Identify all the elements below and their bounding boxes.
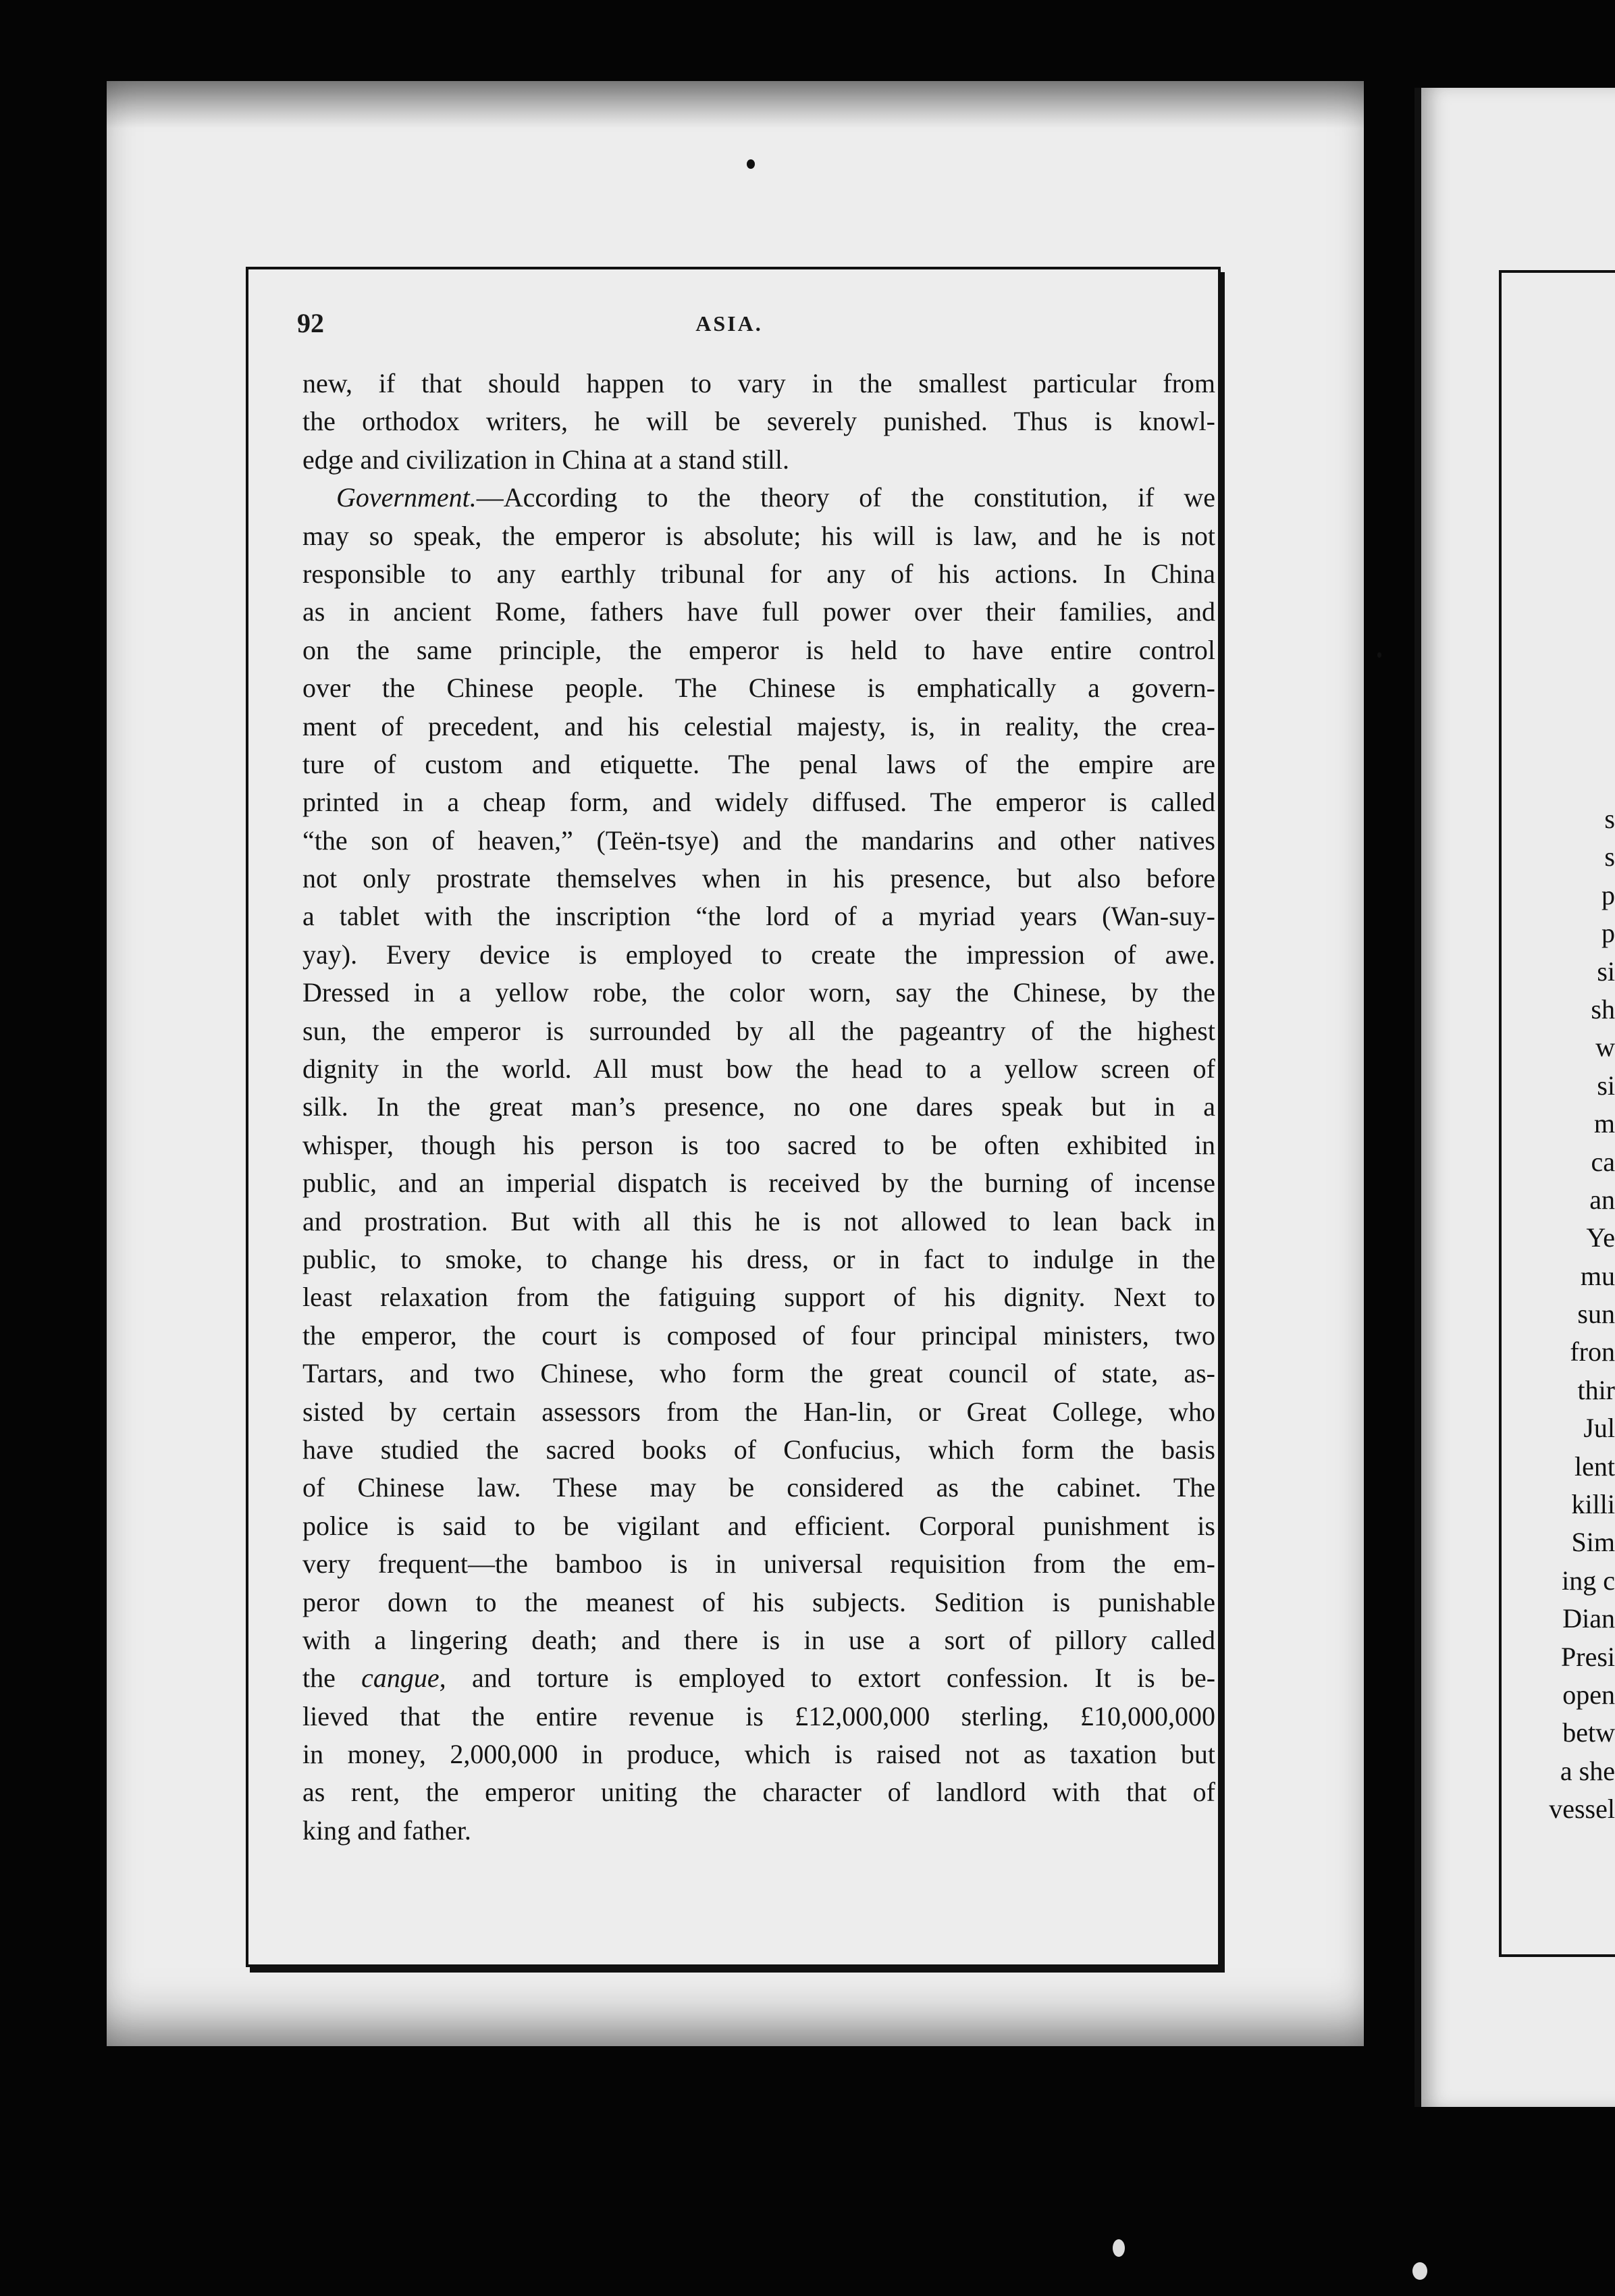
text-line: silk. In the great man’s presence, no one dares speak but in a [302, 1091, 1215, 1122]
text-line-remainder: —According to the theory of the constitution, if we [476, 482, 1215, 513]
right-fragment: si [1597, 956, 1615, 987]
text-line: the emperor, the court is composed of four principal ministers, two [302, 1320, 1215, 1351]
text-line: responsible to any earthly tribunal for any of his actions. In China [302, 558, 1215, 589]
text-line: with a lingering death; and there is in use a sort of pillory called [302, 1624, 1215, 1655]
text-line: yay). Every device is employed to create the impression of awe. [302, 939, 1215, 970]
cangue-term: cangue, [361, 1663, 446, 1694]
right-fragment: ing c [1562, 1565, 1615, 1596]
text-line: the orthodox writers, he will be severely punished. Thus is knowl- [302, 406, 1215, 437]
right-fragment: ca [1591, 1146, 1615, 1177]
text-line: “the son of heaven,” (Teën-tsye) and the mandarins and other natives [302, 825, 1215, 856]
text-line: lieved that the entire revenue is £12,000,000 sterling, £10,000,000 [302, 1700, 1215, 1731]
text-line: ture of custom and etiquette. The penal laws of the empire are [302, 748, 1215, 779]
right-fragment: Ye [1586, 1222, 1615, 1253]
right-fragment: s [1604, 804, 1615, 834]
right-fragment: Presi [1561, 1641, 1615, 1672]
text-line: not only prostrate themselves when in his presence, but also before [302, 863, 1215, 894]
section-heading: Government. [336, 482, 477, 513]
text-line: as rent, the emperor uniting the character of landlord with that of [302, 1777, 1215, 1808]
text-line: over the Chinese people. The Chinese is emphatically a govern- [302, 673, 1215, 704]
text-line: new, if that should happen to vary in the smallest particular from [302, 368, 1215, 398]
text-line: Dressed in a yellow robe, the color worn, say the Chinese, by the [302, 977, 1215, 1008]
ink-speck [1113, 2239, 1125, 2257]
ink-speck [747, 159, 755, 169]
right-fragment: w [1595, 1032, 1615, 1063]
right-fragment: Sim [1571, 1527, 1615, 1558]
text-line: on the same principle, the emperor is held to have entire control [302, 634, 1215, 665]
right-fragment: mu [1580, 1260, 1615, 1291]
right-fragment: Dian [1562, 1603, 1615, 1634]
right-fragment: sun [1577, 1299, 1615, 1330]
text-line-section-start [302, 479, 1215, 517]
running-head: ASIA. [695, 311, 763, 336]
ink-speck [1377, 652, 1381, 658]
text-line: and prostration. But with all this he is not allowed to lean back in [302, 1205, 1215, 1236]
text-line: least relaxation from the fatiguing support of his dignity. Next to [302, 1282, 1215, 1313]
page-header [297, 307, 1215, 348]
text-line: as in ancient Rome, fathers have full power over their families, and [302, 596, 1215, 627]
right-fragment: a she [1560, 1755, 1615, 1786]
text-line: printed in a cheap form, and widely diffused. The emperor is called [302, 787, 1215, 818]
text-line: ment of precedent, and his celestial majesty, is, in reality, the crea- [302, 710, 1215, 741]
page-number: 92 [297, 308, 324, 338]
right-page-text-fragments [1529, 800, 1615, 1829]
right-fragment: an [1589, 1184, 1615, 1215]
right-fragment: vessel [1549, 1794, 1615, 1825]
text-line: have studied the sacred books of Confucius, which form the basis [302, 1434, 1215, 1465]
body-text [302, 365, 1215, 1850]
text-line-remainder: and torture is employed to extort confession. It is be- [471, 1663, 1215, 1694]
right-fragment: Jul [1583, 1413, 1615, 1444]
right-fragment: fron [1570, 1336, 1615, 1367]
right-fragment: lent [1574, 1451, 1615, 1482]
right-fragment: betw [1562, 1717, 1615, 1748]
text-line: whisper, though his person is too sacred to be often exhibited in [302, 1129, 1215, 1160]
text-line: police is said to be vigilant and efficient. Corporal punishment is [302, 1510, 1215, 1541]
page-top-shadow [107, 81, 1364, 128]
right-fragment: killi [1571, 1489, 1615, 1520]
text-line: peror down to the meanest of his subjects. Sedition is punishable [302, 1586, 1215, 1617]
text-line: a tablet with the inscription “the lord of a myriad years (Wan-suy- [302, 901, 1215, 932]
text-line: very frequent—the bamboo is in universal requisition from the em- [302, 1548, 1215, 1580]
text-line: of Chinese law. These may be considered as the cabinet. The [302, 1472, 1215, 1503]
right-fragment: s [1604, 841, 1615, 872]
text-line: dignity in the world. All must bow the head to a yellow screen of [302, 1053, 1215, 1085]
text-line: sisted by certain assessors from the Han-lin, or Great College, who [302, 1396, 1215, 1427]
text-line: public, to smoke, to change his dress, or in fact to indulge in the [302, 1243, 1215, 1274]
right-fragment: m [1593, 1108, 1615, 1139]
right-fragment: p [1601, 879, 1615, 910]
text-line: in money, 2,000,000 in produce, which is raised not as taxation but [302, 1739, 1215, 1770]
right-fragment: si [1597, 1070, 1615, 1101]
right-fragment: thir [1577, 1374, 1615, 1405]
text-line: Tartars, and two Chinese, who form the great council of state, as- [302, 1358, 1215, 1389]
text-line-cangue [302, 1659, 1215, 1697]
cangue-prefix: the [302, 1663, 336, 1694]
right-fragment: sh [1591, 993, 1615, 1024]
text-line: edge and civilization in China at a stand still. [302, 444, 789, 475]
text-line: sun, the emperor is surrounded by all the pageantry of the highest [302, 1015, 1215, 1046]
text-line: public, and an imperial dispatch is received by the burning of incense [302, 1168, 1215, 1199]
text-line: may so speak, the emperor is absolute; his will is law, and he is not [302, 520, 1215, 551]
right-fragment: p [1601, 918, 1615, 949]
right-fragment: open [1562, 1679, 1615, 1710]
ink-speck [1412, 2262, 1427, 2280]
text-line: king and father. [302, 1815, 471, 1846]
